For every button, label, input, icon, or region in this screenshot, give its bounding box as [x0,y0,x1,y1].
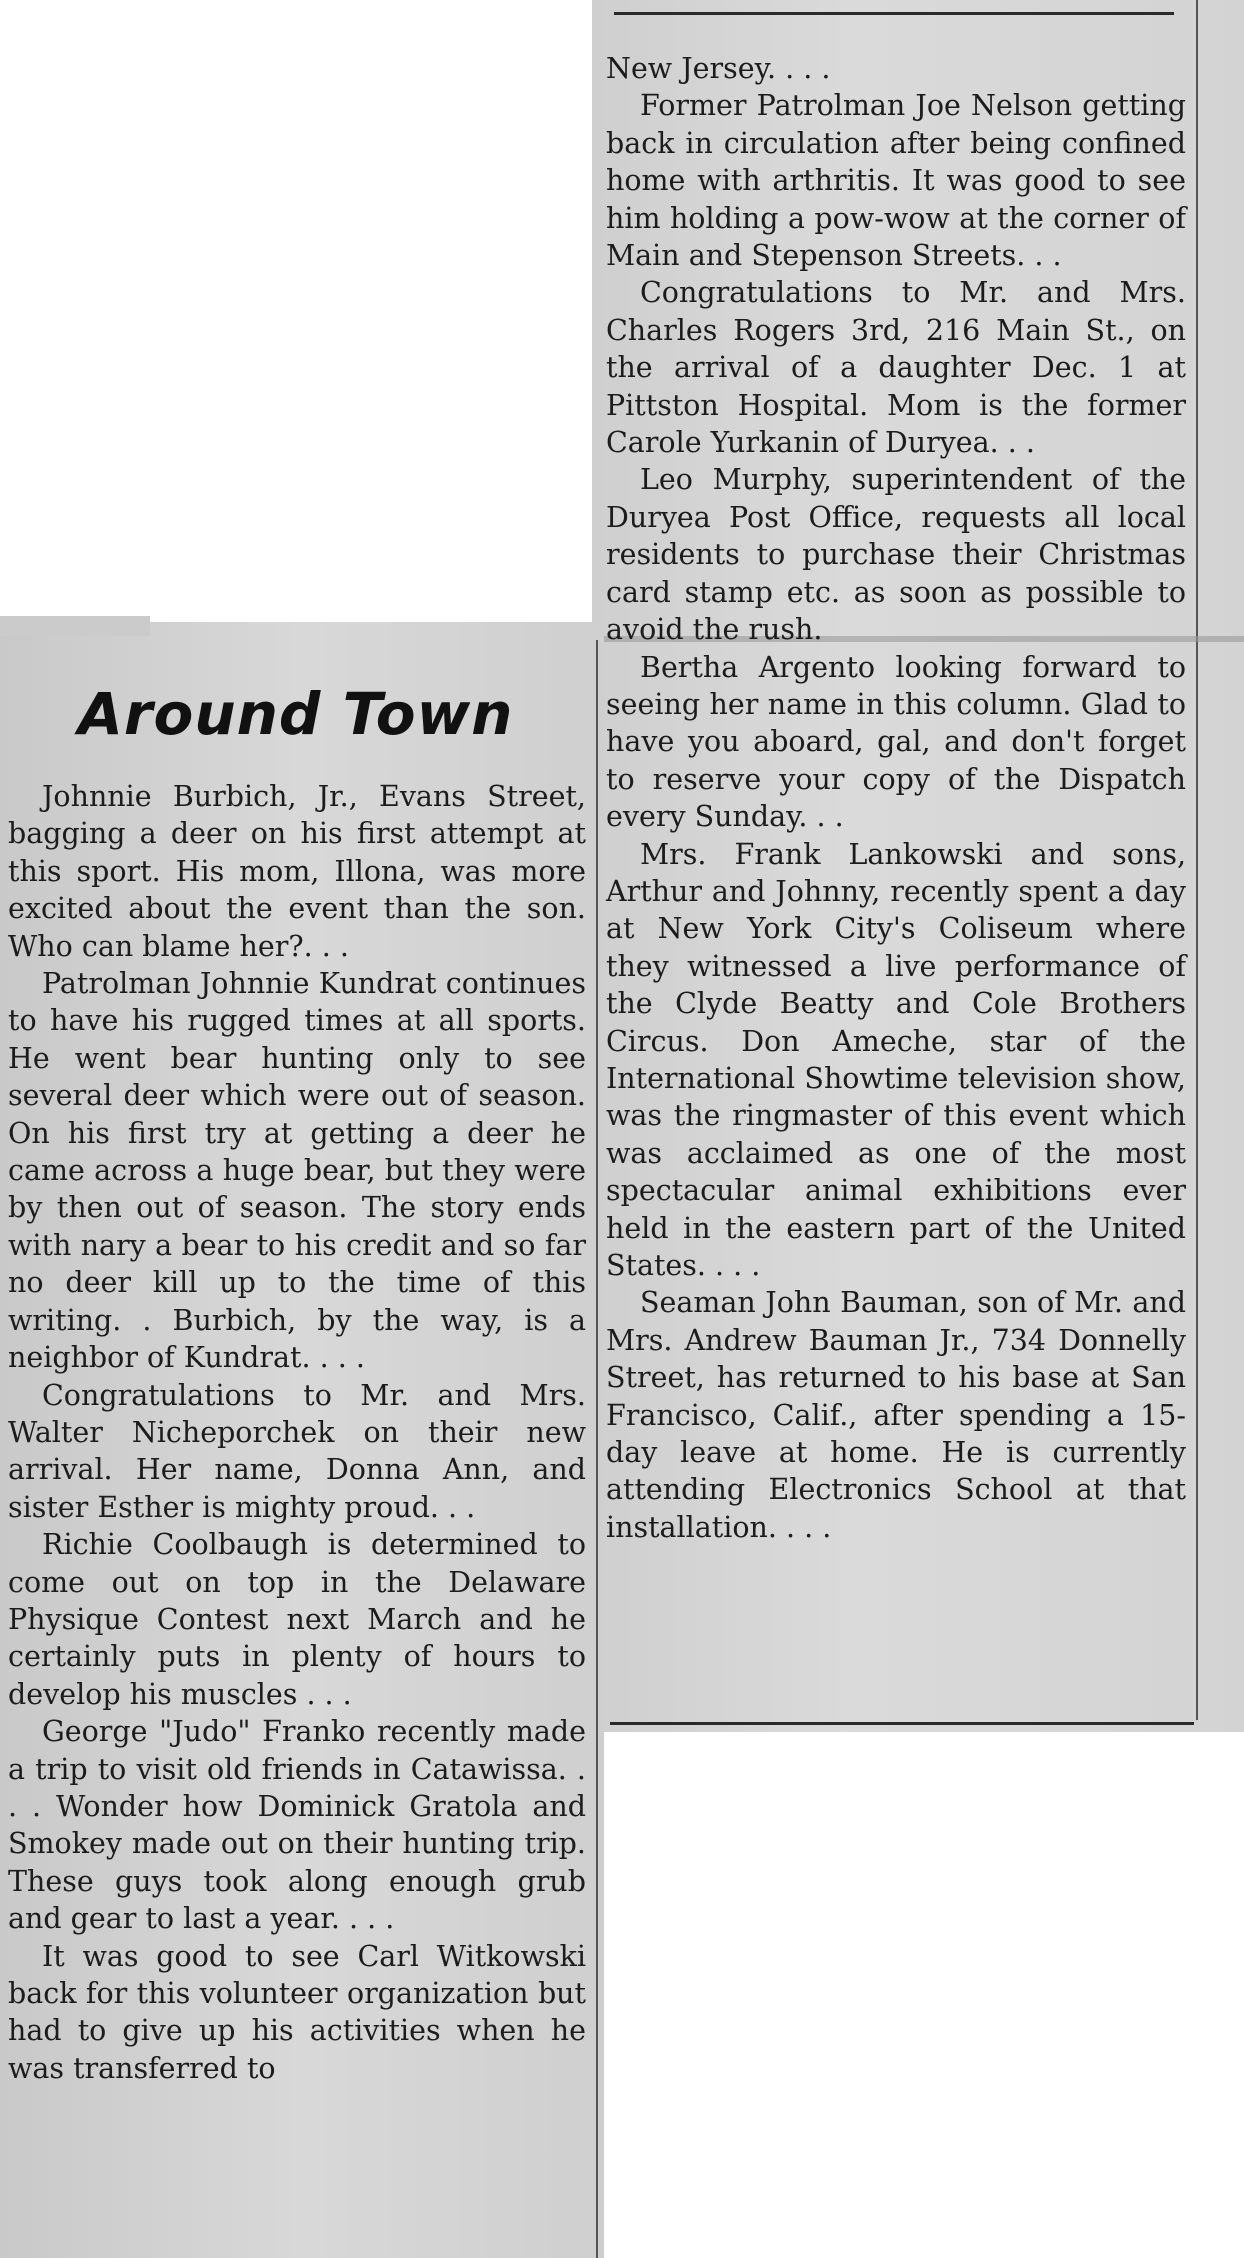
bottom-rule [610,1722,1194,1725]
paragraph: Richie Coolbaugh is determined to come out on top in the Delaware Physique Contest next March and he certainly puts in plenty of hours to develop his muscles . . . [8,1528,586,1711]
column-headline: Around Town [78,680,514,748]
column-divider-right [1196,0,1198,1720]
column-divider-center [596,640,598,2258]
paragraph: George "Judo" Franko recently made a trip to visit old friends in Catawissa. . . . Wonder how Dominick Gratola and Smokey made out on their hunting trip. These guys took along enough grub and gear to last a year. . . . [8,1715,586,1936]
clipping-edge [0,616,150,636]
paragraph: It was good to see Carl Witkowski back for this volunteer organization but had to give up his activities when he was transferred to [8,1939,586,2085]
paragraph: New Jersey. . . . [606,52,831,85]
paragraph: Johnnie Burbich, Jr., Evans Street, bagging a deer on his first attempt at this sport. His mom, Illona, was more excited about the event than the son. Who can blame her?. . . [8,780,586,963]
paragraph: Bertha Argento looking forward to seeing her name in this column. Glad to have you aboard, gal, and don't forget to reserve your copy of the Dispatch every Sunday. . . [606,650,1186,834]
paragraph: Leo Murphy, superintendent of the Duryea Post Office, requests all local residents to purchase their Christmas card stamp etc. as soon as possible to avoid the rush. [606,463,1186,647]
paragraph: Seaman John Bauman, son of Mr. and Mrs. Andrew Bauman Jr., 734 Donnelly Street, has returned to his base at San Francisco, Calif., after spending a 15-day leave at home. He is currently attending Electronics School at that installation. . . . [606,1286,1186,1544]
left-text-column [8,778,586,2087]
paragraph: Mrs. Frank Lankowski and sons, Arthur and Johnny, recently spent a day at New York City's Coliseum where they witnessed a live performance of the Clyde Beatty and Cole Brothers Circus. Don Ameche, star of the International Showtime television show, was the ringmaster of this event which was acclaimed as one of the most spectacular animal exhibitions ever held in the eastern part of the United States. . . . [606,837,1186,1282]
paragraph: Congratulations to Mr. and Mrs. Charles Rogers 3rd, 216 Main St., on the arrival of a daughter Dec. 1 at Pittston Hospital. Mom is the former Carole Yurkanin of Duryea. . . [606,276,1186,460]
right-text-column [606,50,1186,1546]
top-rule [614,12,1174,15]
paragraph: Congratulations to Mr. and Mrs. Walter Nicheporchek on their new arrival. Her name, Donna Ann, and sister Esther is mighty proud. . . [8,1378,586,1524]
paragraph: Patrolman Johnnie Kundrat continues to have his rugged times at all sports. He went bear hunting only to see several deer which were out of season. On his first try at getting a deer he came across a huge bear, but they were by then out of season. The story ends with nary a bear to his credit and so far no deer kill up to the time of this writing. . Burbich, by the way, is a neighbor of Kundrat. . . . [8,967,586,1375]
paragraph: Former Patrolman Joe Nelson getting back in circulation after being confined home with arthritis. It was good to see him holding a pow-wow at the corner of Main and Stepenson Streets. . . [606,89,1186,273]
